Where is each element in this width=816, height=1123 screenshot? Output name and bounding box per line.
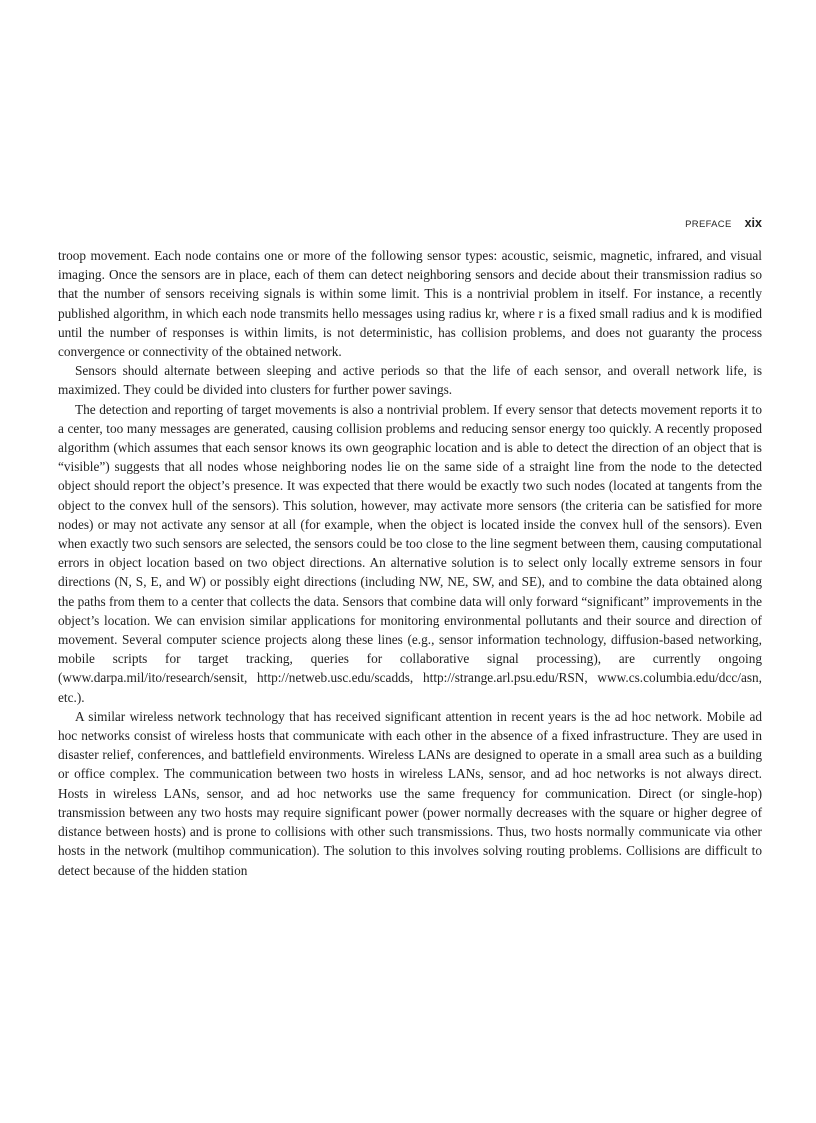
paragraph-1: troop movement. Each node contains one or more of the following sensor types: acoustic, seismic, magnetic, infrared, and visual imaging. Once the sensors are in place, each of them can detect neighboring sensors and decide about their transmission radius so that the number of sensors receiving signals is within some limit. This is a nontrivial problem in itself. For instance, a recently published algorithm, in which each node transmits hello messages using radius kr, where r is a fixed small radius and k is modified until the number of responses is within limits, is not deterministic, has collision problems, and does not guaranty the process convergence or connectivity of the obtained network. [58,248,762,360]
running-head-label: PREFACE [685,219,732,230]
running-head [58,214,762,232]
paragraph-2: Sensors should alternate between sleeping and active periods so that the life of each sensor, and overall network life, is maximized. They could be divided into clusters for further power savings. [58,363,762,398]
page-number: xix [744,216,762,230]
paragraph-4: A similar wireless network technology that has received significant attention in recent years is the ad hoc network. Mobile ad hoc networks consist of wireless hosts that communicate with each other in the absence of a fixed infrastructure. They are used in disaster relief, conferences, and battlefield environments. Wireless LANs are designed to operate in a small area such as a building or office complex. The communication between two hosts in wireless LANs, sensor, and ad hoc networks is not always direct. Hosts in wireless LANs, sensor, and ad hoc networks use the same frequency for communication. Direct (or single-hop) transmission between any two hosts may require significant power (power normally decreases with the square or higher degree of distance between hosts) and is prone to collisions with other such transmissions. Thus, two hosts normally communicate via other hosts in the network (multihop communication). The solution to this involves solving routing problems. Collisions are difficult to detect because of the hidden station [58,708,762,878]
body-text [58,246,762,880]
paragraph-3: The detection and reporting of target movements is also a nontrivial problem. If every sensor that detects movement reports it to a center, too many messages are generated, causing collision problems and reducing sensor energy too quickly. A recently proposed algorithm (which assumes that each sensor knows its own geographic location and is able to detect the direction of an object that is “visible”) suggests that all nodes whose neighboring nodes lie on the same side of a straight line from the node to the detected object should report the object’s presence. It was expected that there would be exactly two such nodes (located at tangents from the object to the convex hull of the sensors). This solution, however, may activate more sensors (the criteria can be satisfied for more nodes) or may not activate any sensor at all (for example, when the object is located inside the convex hull of the sensors). Even when exactly two such sensors are selected, the sensors could be too close to the line segment between them, causing computational errors in object location based on two object directions. An alternative solution is to select only locally extreme sensors in four directions (N, S, E, and W) or possibly eight directions (including NW, NE, SW, and SE), and to combine the data obtained along the paths from them to a center that collects the data. Sensors that combine data will only forward “significant” improvements in the object’s location. We can envision similar applications for monitoring environmental pollutants and their source and direction of movement. Several computer science projects along these lines (e.g., sensor information technology, diffusion-based networking, mobile scripts for target tracking, queries for collaborative signal processing), are currently ongoing (www.darpa.mil/ito/research/sensit, http://netweb.usc.edu/scadds, http://strange.arl.psu.edu/RSN, www.cs.columbia.edu/dcc/asn, etc.). [58,401,762,705]
